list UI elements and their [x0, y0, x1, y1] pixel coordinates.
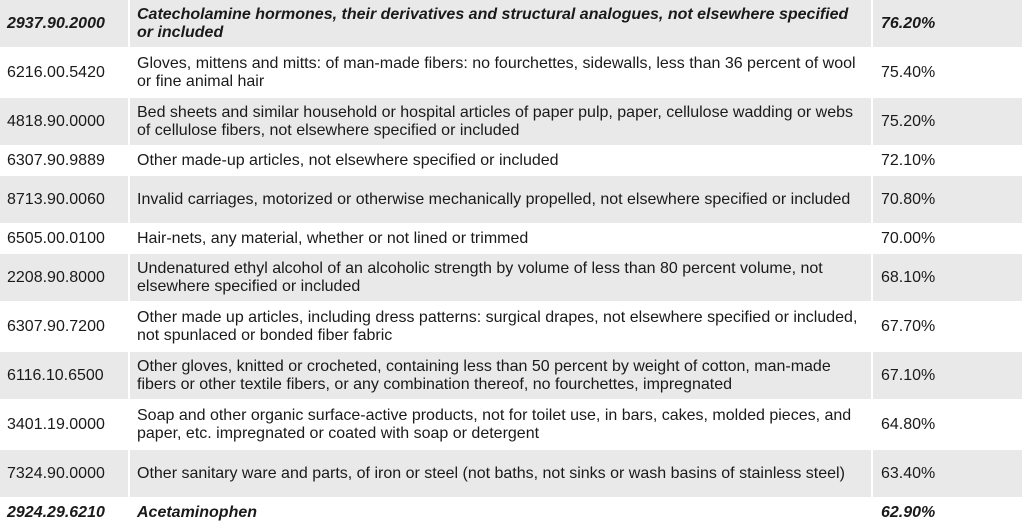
hts-code: 2208.90.8000	[0, 254, 128, 301]
hts-code: 2937.90.2000	[0, 0, 128, 47]
percent-value: 75.20%	[873, 98, 1022, 145]
hts-code: 8713.90.0060	[0, 176, 128, 223]
percent-value: 76.20%	[873, 0, 1022, 47]
table-row	[0, 176, 1022, 223]
product-description: Other sanitary ware and parts, of iron or steel (not baths, not sinks or wash basins of stainless steel)	[130, 450, 871, 497]
hts-code: 6307.90.9889	[0, 147, 128, 174]
table-row	[0, 303, 1022, 350]
product-description: Gloves, mittens and mitts: of man-made fibers: no fourchettes, sidewalls, less than 36 percent of wool or fine animal hair	[130, 49, 871, 96]
product-description: Invalid carriages, motorized or otherwise mechanically propelled, not elsewhere specified or included	[130, 176, 871, 223]
product-description: Other made up articles, including dress patterns: surgical drapes, not elsewhere specified or included, not spunlaced or bonded fiber fabric	[130, 303, 871, 350]
table-row	[0, 225, 1022, 252]
product-description: Other gloves, knitted or crocheted, containing less than 50 percent by weight of cotton, man-made fibers or other textile fibers, or any combination thereof, no fourchettes, impregnated	[130, 352, 871, 399]
percent-value: 67.10%	[873, 352, 1022, 399]
table-row	[0, 49, 1022, 96]
product-description: Other made-up articles, not elsewhere specified or included	[130, 147, 871, 174]
hts-code: 3401.19.0000	[0, 401, 128, 448]
product-description: Hair-nets, any material, whether or not lined or trimmed	[130, 225, 871, 252]
hts-code: 7324.90.0000	[0, 450, 128, 497]
percent-value: 62.90%	[873, 499, 1022, 526]
hts-code: 6216.00.5420	[0, 49, 128, 96]
hts-code: 6505.00.0100	[0, 225, 128, 252]
table-row	[0, 450, 1022, 497]
percent-value: 72.10%	[873, 147, 1022, 174]
percent-value: 75.40%	[873, 49, 1022, 96]
table-row	[0, 499, 1022, 526]
product-description: Soap and other organic surface-active products, not for toilet use, in bars, cakes, molded pieces, and paper, etc. impregnated or coated with soap or detergent	[130, 401, 871, 448]
hts-code: 2924.29.6210	[0, 499, 128, 526]
table-row	[0, 401, 1022, 448]
table-row	[0, 147, 1022, 174]
table-row	[0, 0, 1022, 47]
product-description: Undenatured ethyl alcohol of an alcoholic strength by volume of less than 80 percent volume, not elsewhere specified or included	[130, 254, 871, 301]
hts-code: 4818.90.0000	[0, 98, 128, 145]
percent-value: 63.40%	[873, 450, 1022, 497]
percent-value: 68.10%	[873, 254, 1022, 301]
hts-code: 6116.10.6500	[0, 352, 128, 399]
percent-value: 70.80%	[873, 176, 1022, 223]
percent-value: 70.00%	[873, 225, 1022, 252]
product-description: Acetaminophen	[130, 499, 871, 526]
product-description: Bed sheets and similar household or hospital articles of paper pulp, paper, cellulose wadding or webs of cellulose fibers, not elsewhere specified or included	[130, 98, 871, 145]
percent-value: 67.70%	[873, 303, 1022, 350]
table-row	[0, 254, 1022, 301]
hts-code: 6307.90.7200	[0, 303, 128, 350]
product-description: Catecholamine hormones, their derivatives and structural analogues, not elsewhere specified or included	[130, 0, 871, 47]
table-row	[0, 352, 1022, 399]
percent-value: 64.80%	[873, 401, 1022, 448]
table-row	[0, 98, 1022, 145]
